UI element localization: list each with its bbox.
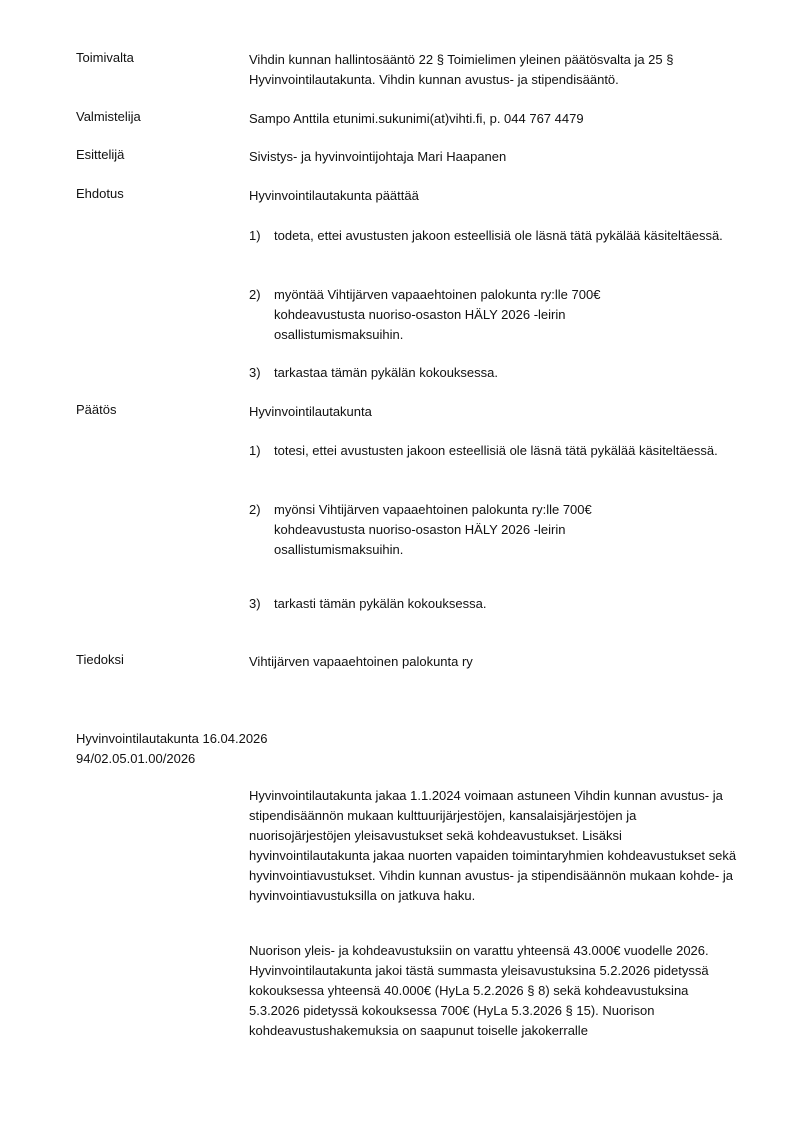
- ehdotus-item: [249, 363, 749, 383]
- item-text: tarkastaa tämän pykälän kokouksessa.: [274, 365, 499, 380]
- paatos-item: [249, 500, 749, 560]
- esittelija-value: Sivistys- ja hyvinvointijohtaja Mari Haapanen: [249, 149, 507, 164]
- body-paragraph: Hyvinvointilautakunta jakaa 1.1.2024 voimaan astuneen Vihdin kunnan avustus- ja stipendisäännön mukaan kulttuurijärjestöjen, kansalaisjärjestöjen ja nuorisojärjestöjen yleisavustukset sekä kohdeavustukset. Lisäksi hyvinvointilautakunta jakaa nuorten vapaiden toimintaryhmien kohdeavustukset sekä hyvinvointiavustukset. Vihdin kunnan avustus- ja stipendisäännön mukaan kohde- ja hyvinvointiavustuksilla on jatkuva haku.: [249, 788, 737, 903]
- item-text: todeta, ettei avustusten jakoon esteellisiä ole läsnä tätä pykälää käsiteltäessä.: [274, 228, 723, 243]
- item-text: myönsi Vihtijärven vapaaehtoinen palokunta ry:lle 700€ kohdeavustusta nuoriso-osaston HÄLY 2026 -leirin osallistumismaksuihin.: [274, 502, 592, 557]
- item-number: 2): [249, 287, 261, 302]
- meeting-title: Hyvinvointilautakunta 16.04.2026: [76, 731, 268, 746]
- item-text: totesi, ettei avustusten jakoon esteellisiä ole läsnä tätä pykälää käsiteltäessä.: [274, 443, 718, 458]
- paatos-item: [249, 441, 749, 461]
- item-number: 1): [249, 228, 261, 243]
- item-number: 2): [249, 502, 261, 517]
- ehdotus-item: [249, 226, 749, 246]
- esittelija-label: Esittelijä: [76, 147, 125, 162]
- ehdotus-label: Ehdotus: [76, 186, 124, 201]
- tiedoksi-label: Tiedoksi: [76, 652, 124, 667]
- item-number: 3): [249, 365, 261, 380]
- item-text: myöntää Vihtijärven vapaaehtoinen palokunta ry:lle 700€ kohdeavustusta nuoriso-osaston HÄLY 2026 -leirin osallistumismaksuihin.: [274, 287, 601, 342]
- toimivalta-label: Toimivalta: [76, 50, 134, 65]
- ehdotus-item: [249, 285, 749, 345]
- meeting-reference: 94/02.05.01.00/2026: [76, 751, 196, 766]
- valmistelija-value: Sampo Anttila etunimi.sukunimi(at)vihti.fi, p. 044 767 4479: [249, 111, 584, 126]
- tiedoksi-value: Vihtijärven vapaaehtoinen palokunta ry: [249, 654, 473, 669]
- toimivalta-value: Vihdin kunnan hallintosääntö 22 § Toimielimen yleinen päätösvalta ja 25 § Hyvinvointilautakunta. Vihdin kunnan avustus- ja stipendisääntö.: [249, 52, 674, 87]
- item-text: tarkasti tämän pykälän kokouksessa.: [274, 596, 487, 611]
- paatos-item: [249, 594, 749, 614]
- item-number: 3): [249, 596, 261, 611]
- paatos-intro: Hyvinvointilautakunta: [249, 404, 372, 419]
- body-paragraph: Nuorison yleis- ja kohdeavustuksiin on varattu yhteensä 43.000€ vuodelle 2026. Hyvinvointilautakunta jakoi tästä summasta yleisavustuksina 5.2.2026 pidetyssä kokouksessa yhteensä 40.000€ (HyLa 5.2.2026 § 8) sekä kohdeavustuksina 5.3.2026 pidetyssä kokouksessa 700€ (HyLa 5.3.2026 § 15). Nuorison kohdeavustushakemuksia on saapunut toiselle jakokerralle: [249, 943, 709, 1038]
- ehdotus-intro: Hyvinvointilautakunta päättää: [249, 188, 419, 203]
- valmistelija-label: Valmistelija: [76, 109, 141, 124]
- paatos-label: Päätös: [76, 402, 117, 417]
- item-number: 1): [249, 443, 261, 458]
